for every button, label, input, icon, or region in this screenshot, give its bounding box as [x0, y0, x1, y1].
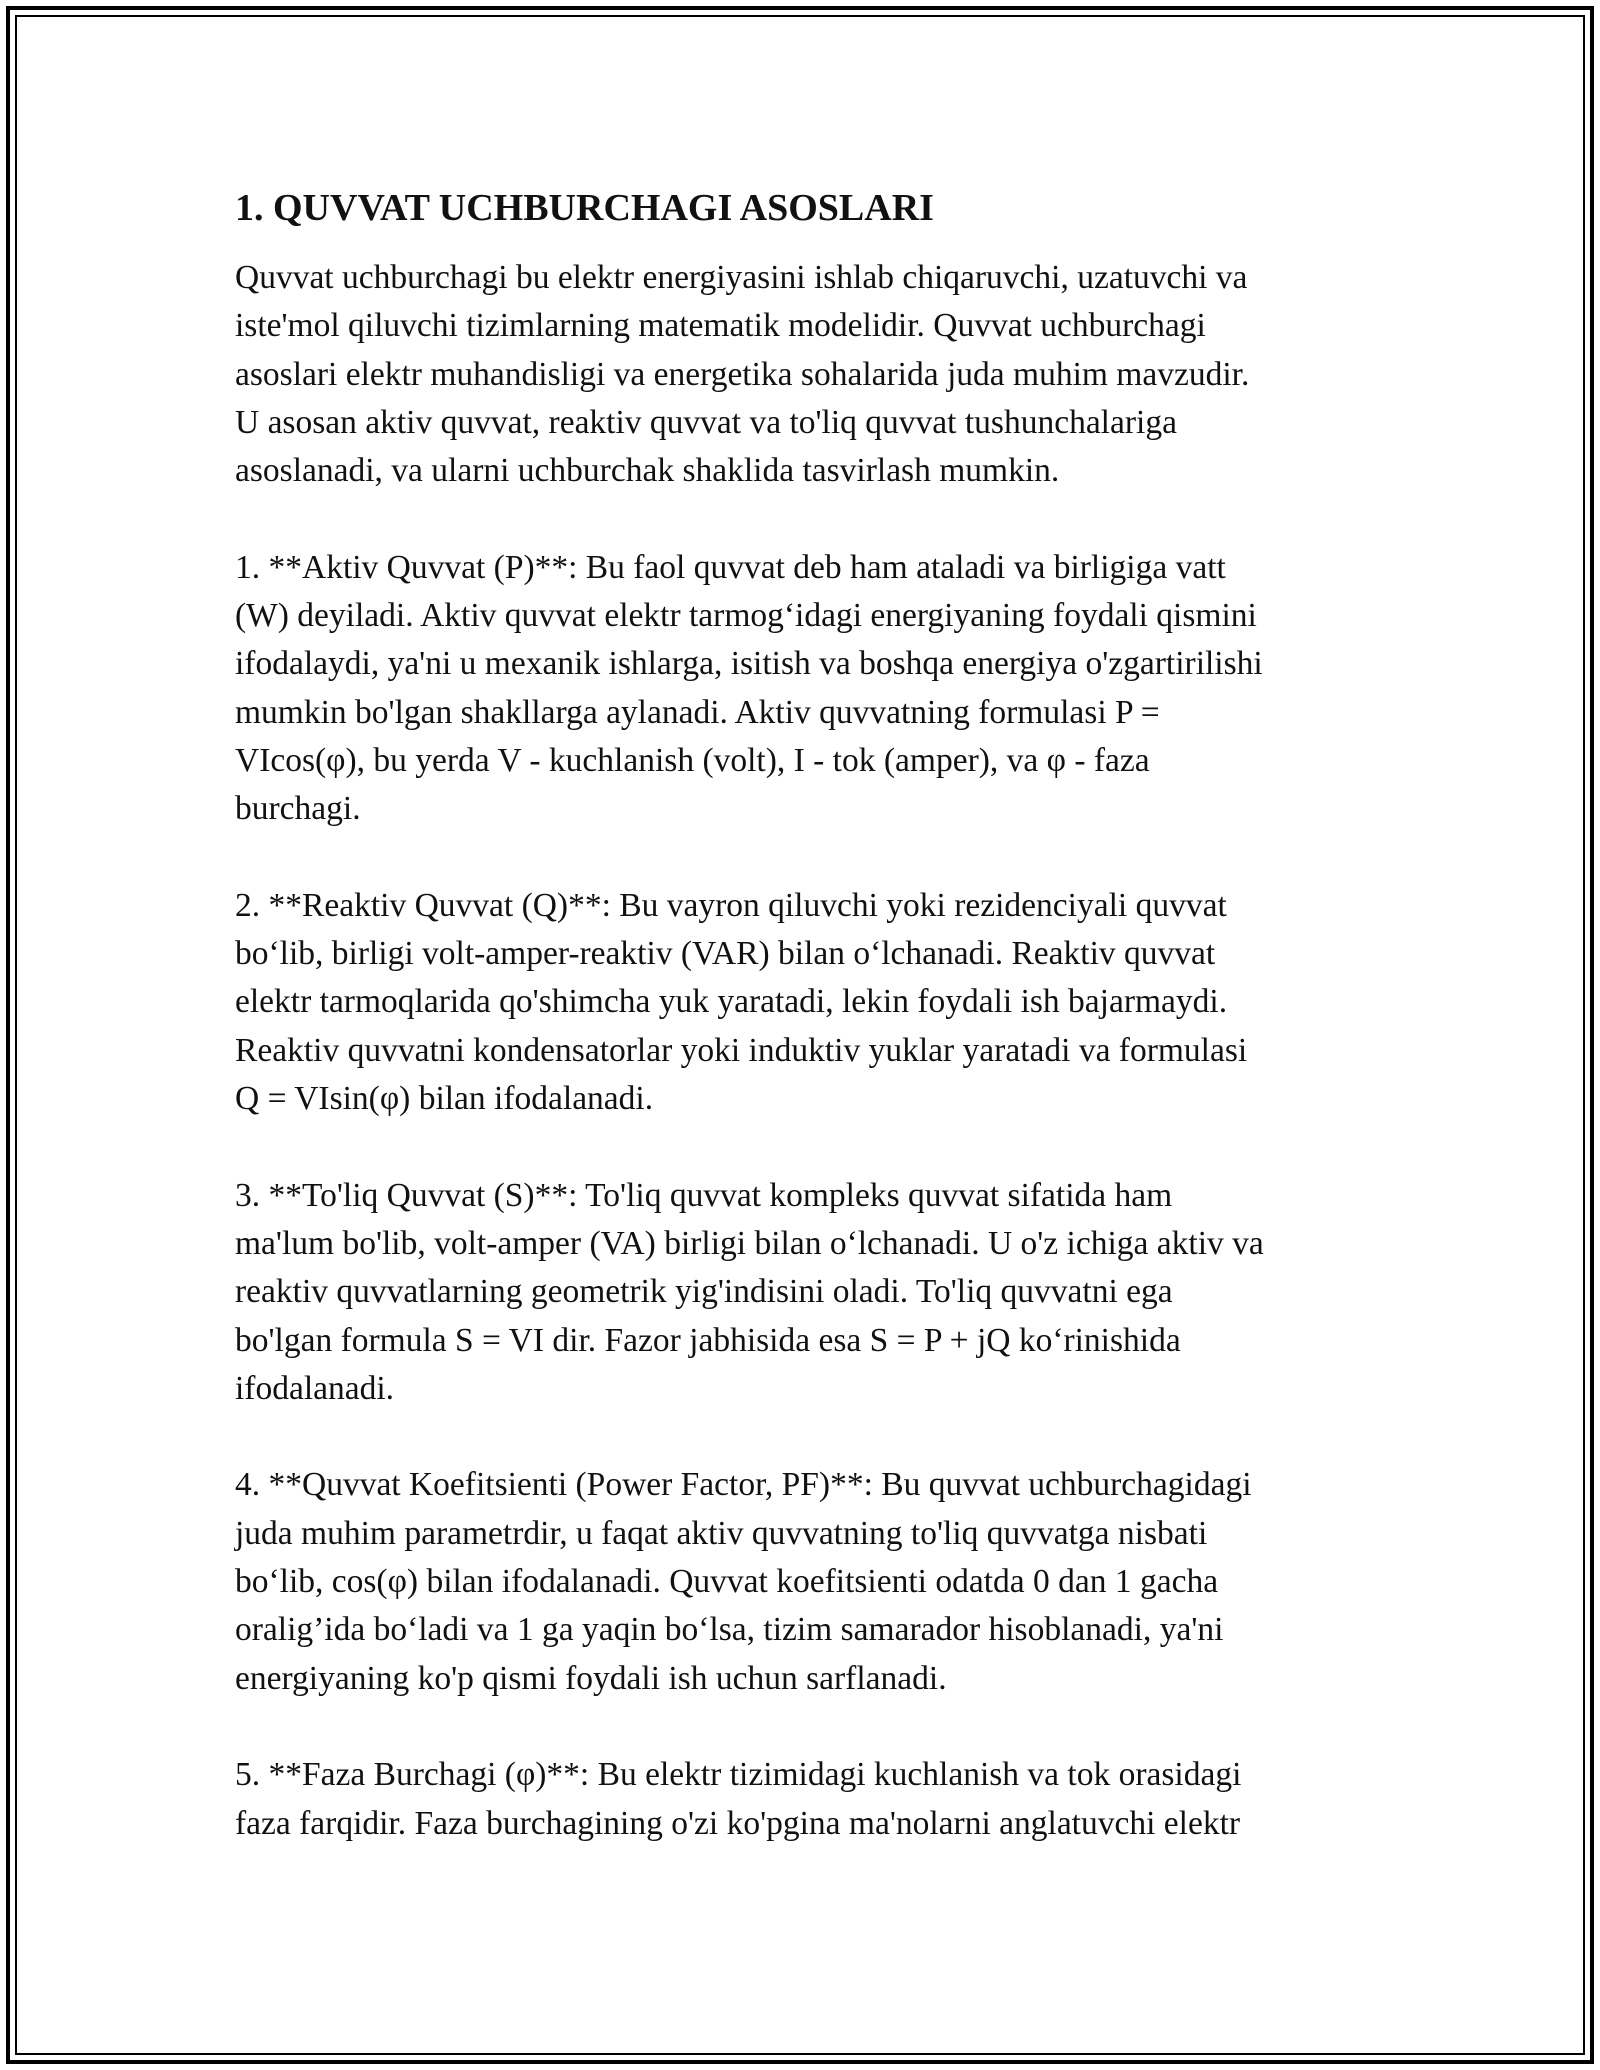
text-line: bo‘lib, cos(φ) bilan ifodalanadi. Quvvat koefitsienti odatda 0 dan 1 gacha: [235, 1563, 1219, 1601]
text-line: juda muhim parametrdir, u faqat aktiv quvvatning to'liq quvvatga nisbati: [235, 1514, 1208, 1552]
text-line: mumkin bo'lgan shakllarga aylanadi. Aktiv quvvatning formulasi P =: [235, 693, 1160, 731]
text-line: 1. **Aktiv Quvvat (P)**: Bu faol quvvat deb ham ataladi va birligiga vatt: [235, 548, 1226, 586]
paragraph-intro: [235, 254, 1375, 495]
text-line: oralig’ida bo‘ladi va 1 ga yaqin bo‘lsa, tizim samarador hisoblanadi, ya'ni: [235, 1611, 1224, 1649]
document-body: [235, 184, 1375, 1896]
text-line: VIcos(φ), bu yerda V - kuchlanish (volt), I - tok (amper), va φ - faza: [235, 741, 1150, 779]
text-line: U asosan aktiv quvvat, reaktiv quvvat va to'liq quvvat tushunchalariga: [235, 403, 1177, 441]
text-line: (W) deyiladi. Aktiv quvvat elektr tarmog‘idagi energiyaning foydali qismini: [235, 597, 1257, 635]
text-line: asoslari elektr muhandisligi va energetika sohalarida juda muhim mavzudir.: [235, 355, 1250, 393]
text-line: 3. **To'liq Quvvat (S)**: To'liq quvvat kompleks quvvat sifatida ham: [235, 1176, 1173, 1214]
text-line: Q = VIsin(φ) bilan ifodalanadi.: [235, 1080, 654, 1118]
text-line: bo‘lib, birligi volt-amper-reaktiv (VAR) bilan o‘lchanadi. Reaktiv quvvat: [235, 935, 1216, 973]
text-line: burchagi.: [235, 790, 361, 828]
text-line: reaktiv quvvatlarning geometrik yig'indisini oladi. To'liq quvvatni ega: [235, 1273, 1173, 1311]
text-line: iste'mol qiluvchi tizimlarning matematik modelidir. Quvvat uchburchagi: [235, 307, 1206, 345]
paragraph-power-factor: [235, 1461, 1375, 1702]
text-line: ifodalanadi.: [235, 1369, 395, 1407]
paragraph-reactive-power: [235, 882, 1375, 1123]
text-line: elektr tarmoqlarida qo'shimcha yuk yaratadi, lekin foydali ish bajarmaydi.: [235, 983, 1228, 1021]
text-line: bo'lgan formula S = VI dir. Fazor jabhisida esa S = P + jQ ko‘rinishida: [235, 1321, 1181, 1359]
text-line: 5. **Faza Burchagi (φ)**: Bu elektr tizimidagi kuchlanish va tok orasidagi: [235, 1756, 1242, 1794]
text-line: 4. **Quvvat Koefitsienti (Power Factor, PF)**: Bu quvvat uchburchagidagi: [235, 1466, 1252, 1504]
text-line: Reaktiv quvvatni kondensatorlar yoki induktiv yuklar yaratadi va formulasi: [235, 1031, 1248, 1069]
text-line: ma'lum bo'lib, volt-amper (VA) birligi bilan o‘lchanadi. U o'z ichiga aktiv va: [235, 1224, 1264, 1262]
text-line: energiyaning ko'p qismi foydali ish uchun sarflanadi.: [235, 1659, 947, 1697]
text-line: Quvvat uchburchagi bu elektr energiyasini ishlab chiqaruvchi, uzatuvchi va: [235, 259, 1248, 296]
paragraph-apparent-power: [235, 1172, 1375, 1413]
text-line: asoslanadi, va ularni uchburchak shaklida tasvirlash mumkin.: [235, 452, 1060, 490]
text-line: 2. **Reaktiv Quvvat (Q)**: Bu vayron qiluvchi yoki rezidenciyali quvvat: [235, 886, 1227, 924]
paragraph-active-power: [235, 544, 1375, 834]
text-line: ifodalaydi, ya'ni u mexanik ishlarga, isitish va boshqa energiya o'zgartirilishi: [235, 645, 1263, 683]
text-line: faza farqidir. Faza burchagining o'zi ko'pgina ma'nolarni anglatuvchi elektr: [235, 1804, 1241, 1842]
section-heading: 1. QUVVAT UCHBURCHAGI ASOSLARI: [235, 187, 934, 229]
paragraph-phase-angle: [235, 1751, 1375, 1848]
